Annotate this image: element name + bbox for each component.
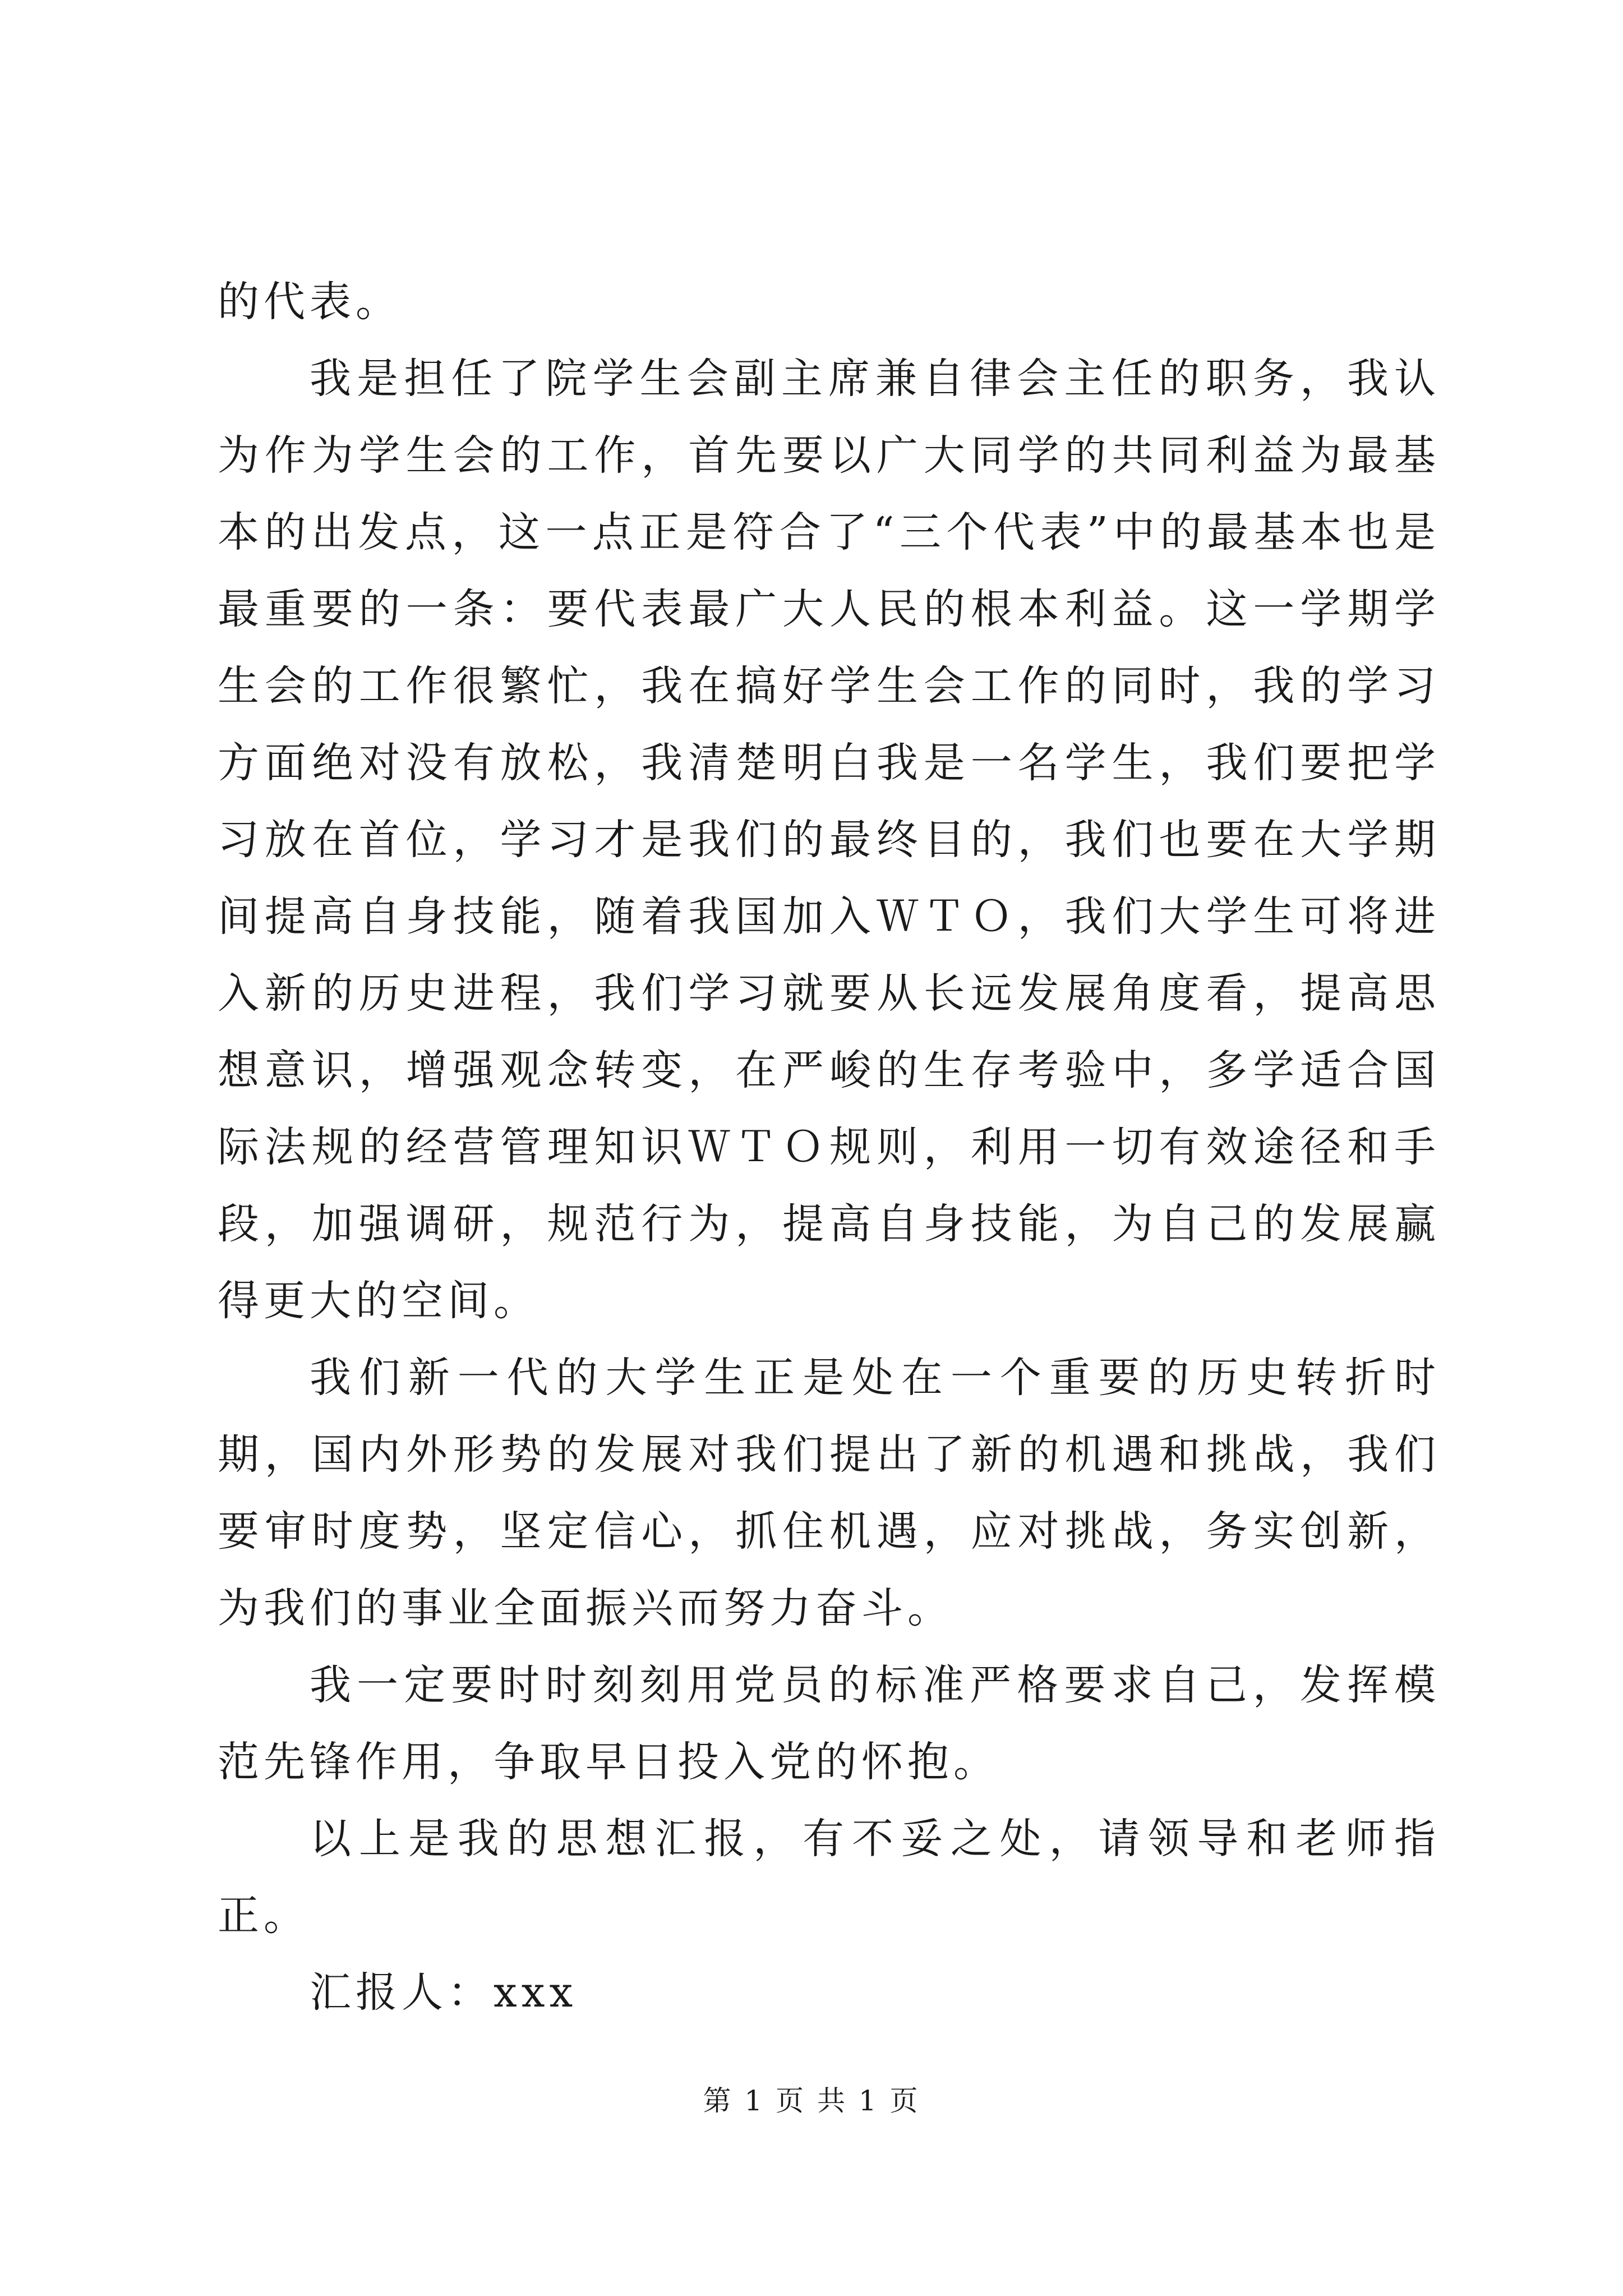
- paragraph-continuation: 的代表。: [218, 278, 402, 326]
- reporter-signature: 汇报人：xxx: [310, 1968, 578, 2017]
- paragraph-student-union-work: 我是担任了院学生会副主席兼自律会主任的职务，我认为作为学生会的工作，首先要以广大同学的共同利益为最基本的出发点，这一点正是符合了“三个代表”中的最基本也是最重要的一条：要代表最广大人民的根本利益。这一学期学生会的工作很繁忙，我在搞好学生会工作的同时，我的学习方面绝对没有放松，我清楚明白我是一名学生，我们要把学习放在首位，学习才是我们的最终目的，我们也要在大学期间提高自身技能，随着我国加入ＷＴＯ，我们大学生可将进入新的历史进程，我们学习就要从长远发展角度看，提高思想意识，增强观念转变，在严峻的生存考验中，多学适合国际法规的经营管理知识ＷＴＯ规则，利用一切有效途径和手段，加强调研，规范行为，提高自身技能，为自己的发展赢得更大的空间。: [218, 355, 1440, 1325]
- page-number-footer: 第 1 页 共 1 页: [703, 2085, 920, 2117]
- paragraph-closing: 以上是我的思想汇报，有不妥之处，请领导和老师指正。: [218, 1815, 1440, 1940]
- paragraph-historical-period: 我们新一代的大学生正是处在一个重要的历史转折时期，国内外形势的发展对我们提出了新的机遇和挑战，我们要审时度势，坚定信心，抓住机遇，应对挑战，务实创新，为我们的事业全面振兴而努力奋斗。: [218, 1354, 1440, 1632]
- document-body: [218, 264, 1440, 2031]
- paragraph-party-standard: 我一定要时时刻刻用党员的标准严格要求自己，发挥模范先锋作用，争取早日投入党的怀抱。: [218, 1661, 1440, 1786]
